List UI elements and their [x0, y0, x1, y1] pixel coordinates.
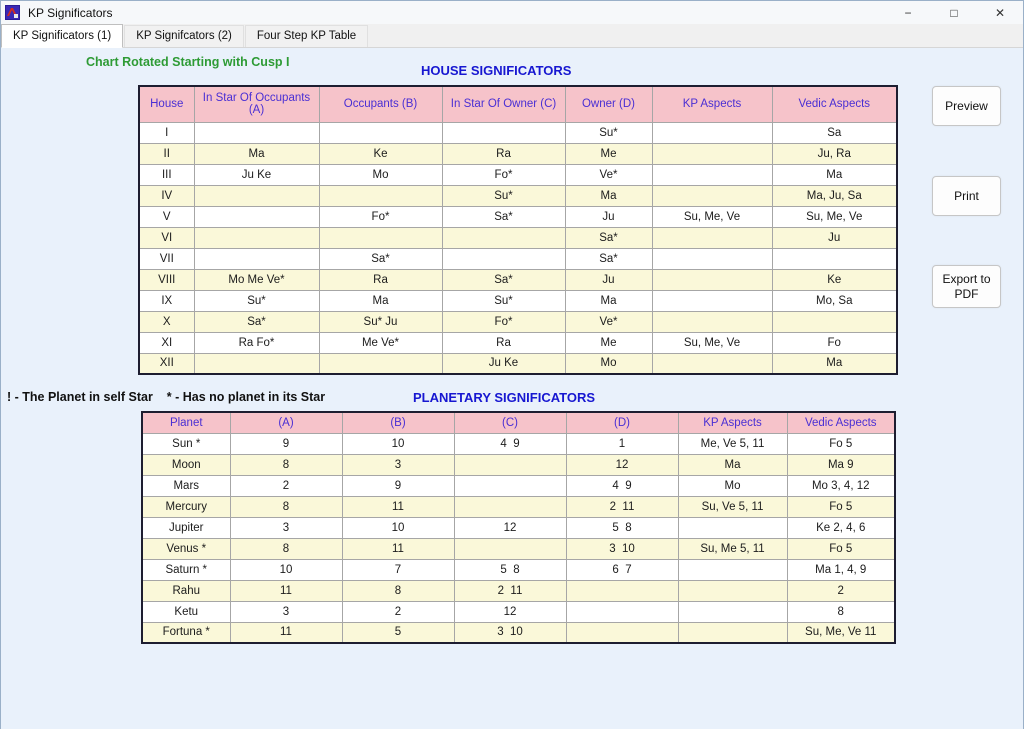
table-cell: [772, 311, 897, 332]
table-cell: Fo 5: [787, 538, 895, 559]
tab-bar: [1, 24, 1023, 48]
app-icon: [5, 5, 20, 20]
table-cell: Mo 3, 4, 12: [787, 475, 895, 496]
table-cell: Sun *: [142, 433, 230, 454]
table-cell: Fo 5: [787, 433, 895, 454]
table-cell: Sa: [772, 122, 897, 143]
table-cell: Sa*: [194, 311, 319, 332]
table-cell: [652, 269, 772, 290]
table-cell: [194, 185, 319, 206]
table-cell: Ju, Ra: [772, 143, 897, 164]
table-cell: [652, 353, 772, 374]
table-cell: [652, 311, 772, 332]
table-cell: Su, Me, Ve: [652, 332, 772, 353]
table-cell: 2: [342, 601, 454, 622]
table-cell: [652, 164, 772, 185]
table-cell: VIII: [139, 269, 194, 290]
table-cell: 8: [230, 496, 342, 517]
table-row: [142, 622, 895, 643]
planetary-significators-title: PLANETARY SIGNIFICATORS: [413, 390, 596, 405]
table-cell: Moon: [142, 454, 230, 475]
table-cell: Ra: [442, 143, 565, 164]
table-cell: 10: [342, 433, 454, 454]
table-cell: 12: [454, 601, 566, 622]
column-header: KP Aspects: [652, 86, 772, 122]
table-cell: 12: [566, 454, 678, 475]
table-cell: 11: [342, 538, 454, 559]
main-content: [1, 49, 1023, 729]
table-cell: Su, Me 5, 11: [678, 538, 787, 559]
table-row: [142, 601, 895, 622]
table-row: [142, 454, 895, 475]
table-cell: Ma, Ju, Sa: [772, 185, 897, 206]
table-cell: [454, 475, 566, 496]
table-cell: [652, 227, 772, 248]
tab-four-step-kp-table[interactable]: Four Step KP Table: [245, 25, 368, 47]
table-row: [139, 143, 897, 164]
table-cell: Sa*: [319, 248, 442, 269]
table-cell: [566, 580, 678, 601]
table-row: [142, 496, 895, 517]
table-cell: Ma: [772, 353, 897, 374]
table-cell: 6 7: [566, 559, 678, 580]
table-cell: [319, 227, 442, 248]
table-cell: [678, 517, 787, 538]
table-cell: Mercury: [142, 496, 230, 517]
table-cell: VII: [139, 248, 194, 269]
table-cell: 11: [342, 496, 454, 517]
column-header: Planet: [142, 412, 230, 433]
table-cell: 8: [230, 538, 342, 559]
table-cell: Su*: [565, 122, 652, 143]
table-cell: 8: [342, 580, 454, 601]
column-header: (D): [566, 412, 678, 433]
table-cell: Fo*: [319, 206, 442, 227]
table-row: [139, 332, 897, 353]
table-cell: Ju Ke: [194, 164, 319, 185]
table-cell: 8: [230, 454, 342, 475]
table-cell: 1: [566, 433, 678, 454]
table-row: [139, 206, 897, 227]
table-cell: Venus *: [142, 538, 230, 559]
table-row: [139, 290, 897, 311]
table-cell: Sa*: [565, 227, 652, 248]
table-cell: [454, 496, 566, 517]
column-header: (A): [230, 412, 342, 433]
table-cell: Jupiter: [142, 517, 230, 538]
table-cell: Ve*: [565, 311, 652, 332]
table-cell: 2 11: [566, 496, 678, 517]
table-cell: 10: [342, 517, 454, 538]
table-cell: 11: [230, 580, 342, 601]
minimize-icon[interactable]: −: [904, 5, 912, 20]
table-row: [142, 580, 895, 601]
table-row: [139, 311, 897, 332]
table-cell: Mo Me Ve*: [194, 269, 319, 290]
table-cell: III: [139, 164, 194, 185]
table-cell: Ma: [678, 454, 787, 475]
window-controls: [885, 1, 1023, 24]
table-cell: VI: [139, 227, 194, 248]
table-cell: 9: [230, 433, 342, 454]
table-cell: Ma: [772, 164, 897, 185]
table-cell: [652, 185, 772, 206]
table-row: [139, 353, 897, 374]
column-header: Vedic Aspects: [787, 412, 895, 433]
table-row: [142, 559, 895, 580]
table-cell: [454, 454, 566, 475]
table-row: [139, 248, 897, 269]
table-cell: Ma: [319, 290, 442, 311]
table-cell: Ke: [772, 269, 897, 290]
table-cell: Ra Fo*: [194, 332, 319, 353]
table-cell: 3 10: [566, 538, 678, 559]
table-row: [142, 433, 895, 454]
table-cell: [652, 122, 772, 143]
table-cell: Sa*: [442, 269, 565, 290]
table-cell: XI: [139, 332, 194, 353]
table-cell: 4 9: [454, 433, 566, 454]
table-cell: Mo, Sa: [772, 290, 897, 311]
table-cell: Ju: [772, 227, 897, 248]
table-cell: Sa*: [442, 206, 565, 227]
table-cell: [652, 143, 772, 164]
table-cell: [194, 353, 319, 374]
house-significators-table: [138, 85, 898, 375]
column-header: In Star Of Owner (C): [442, 86, 565, 122]
table-cell: Me: [565, 143, 652, 164]
table-cell: [678, 601, 787, 622]
house-significators-title: HOUSE SIGNIFICATORS: [421, 63, 572, 78]
table-cell: 5 8: [454, 559, 566, 580]
table-cell: [319, 122, 442, 143]
preview-button[interactable]: Preview: [932, 86, 1001, 126]
table-cell: [194, 122, 319, 143]
table-cell: 5 8: [566, 517, 678, 538]
table-cell: [678, 622, 787, 643]
table-cell: 10: [230, 559, 342, 580]
table-cell: Ma: [194, 143, 319, 164]
column-header: Vedic Aspects: [772, 86, 897, 122]
table-cell: Su, Me, Ve: [772, 206, 897, 227]
table-cell: Ju: [565, 206, 652, 227]
table-cell: 11: [230, 622, 342, 643]
column-header: House: [139, 86, 194, 122]
table-cell: Su*: [194, 290, 319, 311]
table-cell: [772, 248, 897, 269]
table-cell: Ma 9: [787, 454, 895, 475]
table-row: [142, 538, 895, 559]
table-cell: [194, 248, 319, 269]
table-cell: Su* Ju: [319, 311, 442, 332]
table-cell: Fo 5: [787, 496, 895, 517]
table-cell: [678, 580, 787, 601]
table-cell: [442, 122, 565, 143]
table-cell: IV: [139, 185, 194, 206]
table-cell: Mo: [678, 475, 787, 496]
table-cell: 8: [787, 601, 895, 622]
table-cell: 2 11: [454, 580, 566, 601]
table-cell: XII: [139, 353, 194, 374]
table-cell: [566, 622, 678, 643]
table-cell: 3: [342, 454, 454, 475]
planet-table-header-row: [142, 412, 895, 433]
table-cell: Saturn *: [142, 559, 230, 580]
maximize-icon[interactable]: □: [950, 5, 958, 20]
table-row: [139, 185, 897, 206]
table-cell: Me: [565, 332, 652, 353]
window-title: KP Significators: [28, 5, 113, 20]
star-footnote: ! - The Planet in self Star * - Has no planet in its Star: [7, 390, 326, 404]
table-cell: [566, 601, 678, 622]
table-cell: Fo*: [442, 311, 565, 332]
title-bar: [1, 1, 1023, 24]
table-cell: Ma 1, 4, 9: [787, 559, 895, 580]
table-cell: Me Ve*: [319, 332, 442, 353]
table-cell: 12: [454, 517, 566, 538]
table-cell: Ke: [319, 143, 442, 164]
table-row: [142, 475, 895, 496]
column-header: Owner (D): [565, 86, 652, 122]
table-cell: Ve*: [565, 164, 652, 185]
table-cell: Mars: [142, 475, 230, 496]
table-cell: [442, 248, 565, 269]
table-cell: I: [139, 122, 194, 143]
table-cell: [319, 353, 442, 374]
table-cell: Ma: [565, 290, 652, 311]
table-cell: 5: [342, 622, 454, 643]
table-cell: 3: [230, 517, 342, 538]
table-cell: V: [139, 206, 194, 227]
table-cell: 3: [230, 601, 342, 622]
table-cell: [454, 538, 566, 559]
tab-kp-significators-1[interactable]: KP Significators (1): [1, 24, 123, 48]
table-row: [142, 517, 895, 538]
table-row: [139, 227, 897, 248]
column-header: (C): [454, 412, 566, 433]
close-icon[interactable]: ✕: [994, 5, 1006, 20]
table-cell: Fo: [772, 332, 897, 353]
table-cell: Ketu: [142, 601, 230, 622]
table-cell: 2: [787, 580, 895, 601]
table-cell: Ra: [442, 332, 565, 353]
column-header: KP Aspects: [678, 412, 787, 433]
table-cell: Ke 2, 4, 6: [787, 517, 895, 538]
table-cell: Su, Me, Ve 11: [787, 622, 895, 643]
column-header: (B): [342, 412, 454, 433]
table-cell: [652, 248, 772, 269]
table-cell: Ju Ke: [442, 353, 565, 374]
tab-kp-significators-2[interactable]: KP Signifcators (2): [124, 25, 244, 47]
table-cell: [319, 185, 442, 206]
table-cell: X: [139, 311, 194, 332]
table-cell: Su, Me, Ve: [652, 206, 772, 227]
table-cell: [678, 559, 787, 580]
print-button[interactable]: Print: [932, 176, 1001, 216]
table-cell: 3 10: [454, 622, 566, 643]
export-to-pdf-button[interactable]: Export to PDF: [932, 265, 1001, 308]
table-row: [139, 269, 897, 290]
table-cell: Ra: [319, 269, 442, 290]
table-cell: [194, 206, 319, 227]
table-row: [139, 122, 897, 143]
table-cell: Su, Ve 5, 11: [678, 496, 787, 517]
table-cell: Ju: [565, 269, 652, 290]
planetary-significators-table: [141, 411, 896, 644]
table-cell: Fo*: [442, 164, 565, 185]
house-table-header-row: [139, 86, 897, 122]
table-cell: Mo: [319, 164, 442, 185]
chart-rotation-note: Chart Rotated Starting with Cusp I: [86, 55, 290, 69]
table-cell: Ma: [565, 185, 652, 206]
table-cell: 9: [342, 475, 454, 496]
table-cell: Su*: [442, 185, 565, 206]
table-cell: 2: [230, 475, 342, 496]
table-cell: Rahu: [142, 580, 230, 601]
table-cell: Fortuna *: [142, 622, 230, 643]
table-cell: Me, Ve 5, 11: [678, 433, 787, 454]
table-row: [139, 164, 897, 185]
table-cell: [194, 227, 319, 248]
column-header: In Star Of Occupants (A): [194, 86, 319, 122]
table-cell: IX: [139, 290, 194, 311]
table-cell: 4 9: [566, 475, 678, 496]
column-header: Occupants (B): [319, 86, 442, 122]
table-cell: [442, 227, 565, 248]
table-cell: [652, 290, 772, 311]
table-cell: Mo: [565, 353, 652, 374]
table-cell: 7: [342, 559, 454, 580]
table-cell: Su*: [442, 290, 565, 311]
table-cell: II: [139, 143, 194, 164]
table-cell: Sa*: [565, 248, 652, 269]
